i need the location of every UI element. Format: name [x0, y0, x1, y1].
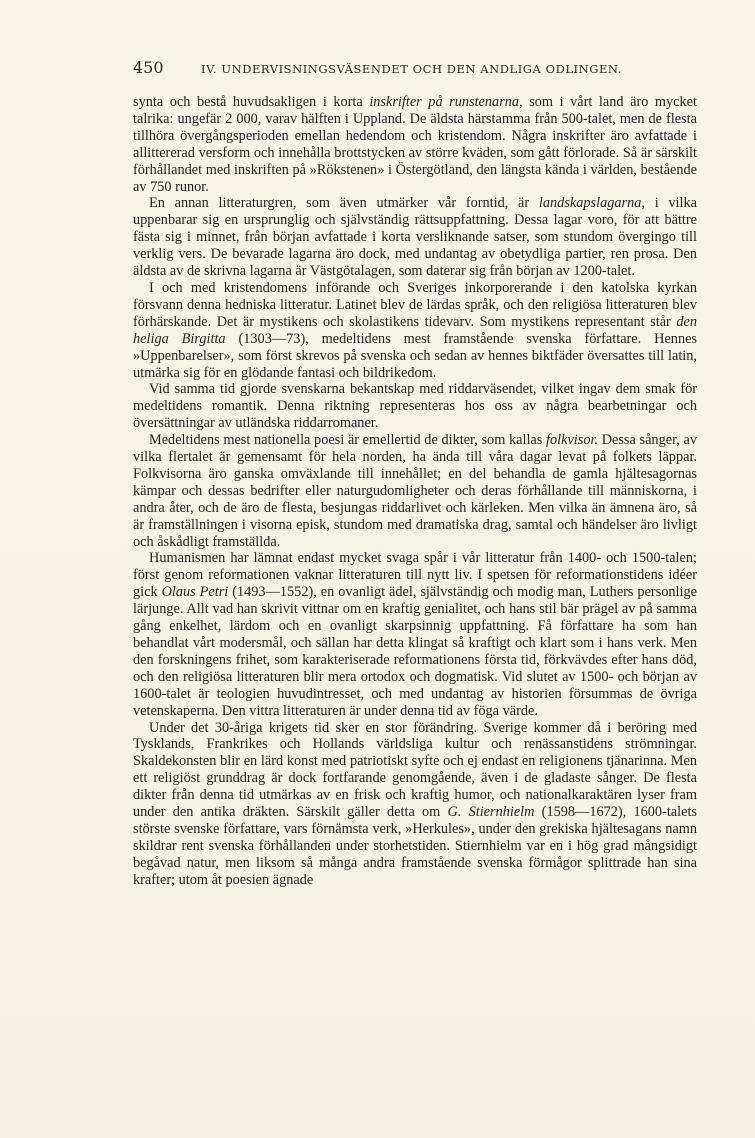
- italic-phrase: landskapslagarna,: [538, 195, 645, 212]
- text-run: Humanismen har lämnat endast mycket svaga spår i vår litteratur från 1400- och 1500-talen; först genom reformationen vaknar litteraturen till nytt liv. I spetsen för reformationstidens idéer gick: [133, 550, 697, 601]
- italic-phrase: inskrifter på runstenarna,: [369, 94, 523, 110]
- italic-phrase: G. Stiernhielm: [447, 804, 535, 821]
- page-header: [133, 58, 693, 78]
- paragraph: [133, 280, 697, 381]
- paragraph: [133, 94, 697, 195]
- italic-phrase: den heliga Birgitta: [133, 313, 697, 347]
- italic-phrase: folkvisor.: [546, 432, 599, 449]
- text-run: (1493—1552), en ovanligt ädel, självständig och modig man, Luthers personlige lärjunge. Allt vad han skrivit vittnar om en kraftig genialitet, och hans stil bär prägel av på samma gång enkelhet, lärdom och en ovanligt skarpsinnig uppfattning. Få författare ha som han behandlat vårt modersmål, och sällan har detta klingat så kraftigt och klart som i hans verk. Men den forskningens frihet, som karakteriserade reformationens första tid, förkvävdes efter hans död, och den religiösa litteraturen blir mera ortodox och dogmatisk. Vid slutet av 1500- och början av 1600-talet är teologien huvudintresset, och med undantag av historien försummas de övriga vetenskaperna. Den vittra litteraturen är under denna tid av föga värde.: [133, 584, 697, 719]
- text-run: En annan litteraturgren, som även utmärker vår forntid, är: [149, 195, 539, 212]
- text-run: i vilka uppenbarar sig en ursprunglig och självständig rättsuppfattning. Dessa lagar voro, för att bättre fästa sig i minnet, från början avfattade i korta versliknande satser, som stundom övergingo till verklig vers. De bevarade lagarna äro dock, med undantag av obetydliga partier, ren prosa. Den äldsta av de skrivna lagarna är Västgötalagen, som daterar sig från början av 1200-talet.: [133, 195, 697, 280]
- text-run: Vid samma tid gjorde svenskarna bekantskap med riddarväsendet, vilket ingav dem smak för medeltidens romantik. Denna riktning representeras hos oss av några bearbetningar och översättningar av utländska riddarromaner.: [133, 381, 697, 432]
- running-head: IV. UNDERVISNINGSVÄSENDET OCH DEN ANDLIGA ODLINGEN.: [201, 62, 622, 76]
- text-run: som i vårt land äro mycket talrika: ungefär 2 000, varav hälften i Uppland. De äldsta härstamma från 500-talet, men de flesta tillhöra övergångsperioden emellan hedendom och kristendom. Några inskrifter äro avfattade i allittererad versform och innehålla brottstycken av större kväden, som gått förlorade. Så är särskilt förhållandet med inskriften på »Rökstenen» i Östergötland, den längsta kända i världen, bestående av 750 runor.: [133, 94, 697, 195]
- text-run: I och med kristendomens införande och Sveriges inkorporerande i den katolska kyrkan försvann denna hedniska litteratur. Latinet blev de lärdas språk, och den religiösa litteraturen blev förhärskande. Det är mystikens och skolastikens tidevarv. Som mystikens representant står: [133, 279, 697, 330]
- italic-phrase: Olaus Petri: [161, 584, 229, 601]
- paragraph: [133, 195, 697, 280]
- text-run: Medeltidens mest nationella poesi är emellertid de dikter, som kallas: [149, 432, 546, 449]
- page-number: 450: [133, 58, 164, 77]
- paragraph: [133, 720, 697, 889]
- paragraph: [133, 432, 697, 550]
- text-run: (1303—73), medeltidens mest framstående svenska författare. Hennes »Uppenbarelser», som först skrevos på svenska och sedan av hennes biktfäder översattes till latin, utmärka sig för en glödande fantasi och bildrikedom.: [133, 330, 697, 381]
- paragraph: [133, 381, 697, 432]
- text-run: Dessa sånger, av vilka flertalet är gemensamt för hela norden, ha ända till våra dagar levat på folkets läppar. Folkvisorna äro ganska omväxlande till innehållet; en del behandla de gamla hjältesagornas kämpar och dessas bedrifter eller naturgudomligheter och deras förhållande till människorna, i andra åter, och de äro de flesta, besjungas riddarlivet och kärleken. Men vilka än ämnena äro, så är framställningen i visorna episk, stundom med dramatiska drag, samtal och händelser äro livligt och åskådligt framställda.: [133, 432, 697, 550]
- text-run: synta och bestå huvudsakligen i korta: [133, 94, 370, 110]
- text-run: Under det 30-åriga krigets tid sker en stor förändring. Sverige kommer då i beröring med Tysklands, Frankrikes och Hollands världsliga kultur och renässanstidens strömningar. Skaldekonsten blir en lärd konst med patriotiskt syfte och ej endast en religionens tjänarinna. Men ett religiöst grunddrag är dock fortfarande genomgående, även i de gladaste sånger. De flesta dikter från denna tid utmärkas av en frisk och kraftig humor, och nationalkaraktären lyser fram under den antika dräkten. Särskilt gäller detta om: [133, 719, 697, 821]
- paragraph: [133, 550, 697, 719]
- body-text: [133, 94, 697, 889]
- text-run: (1598—1672), 1600-talets störste svenske författare, vars förnämsta verk, »Herkules», under den grekiska hjältesagans namn skildrar rent svenska förhållanden under storhetstiden. Stiernhielm var en i hög grad mångsidigt begåvad natur, men liksom så många andra framstående svenska förmågor splittrade han sina krafter; utom åt poesien ägnade: [133, 804, 697, 888]
